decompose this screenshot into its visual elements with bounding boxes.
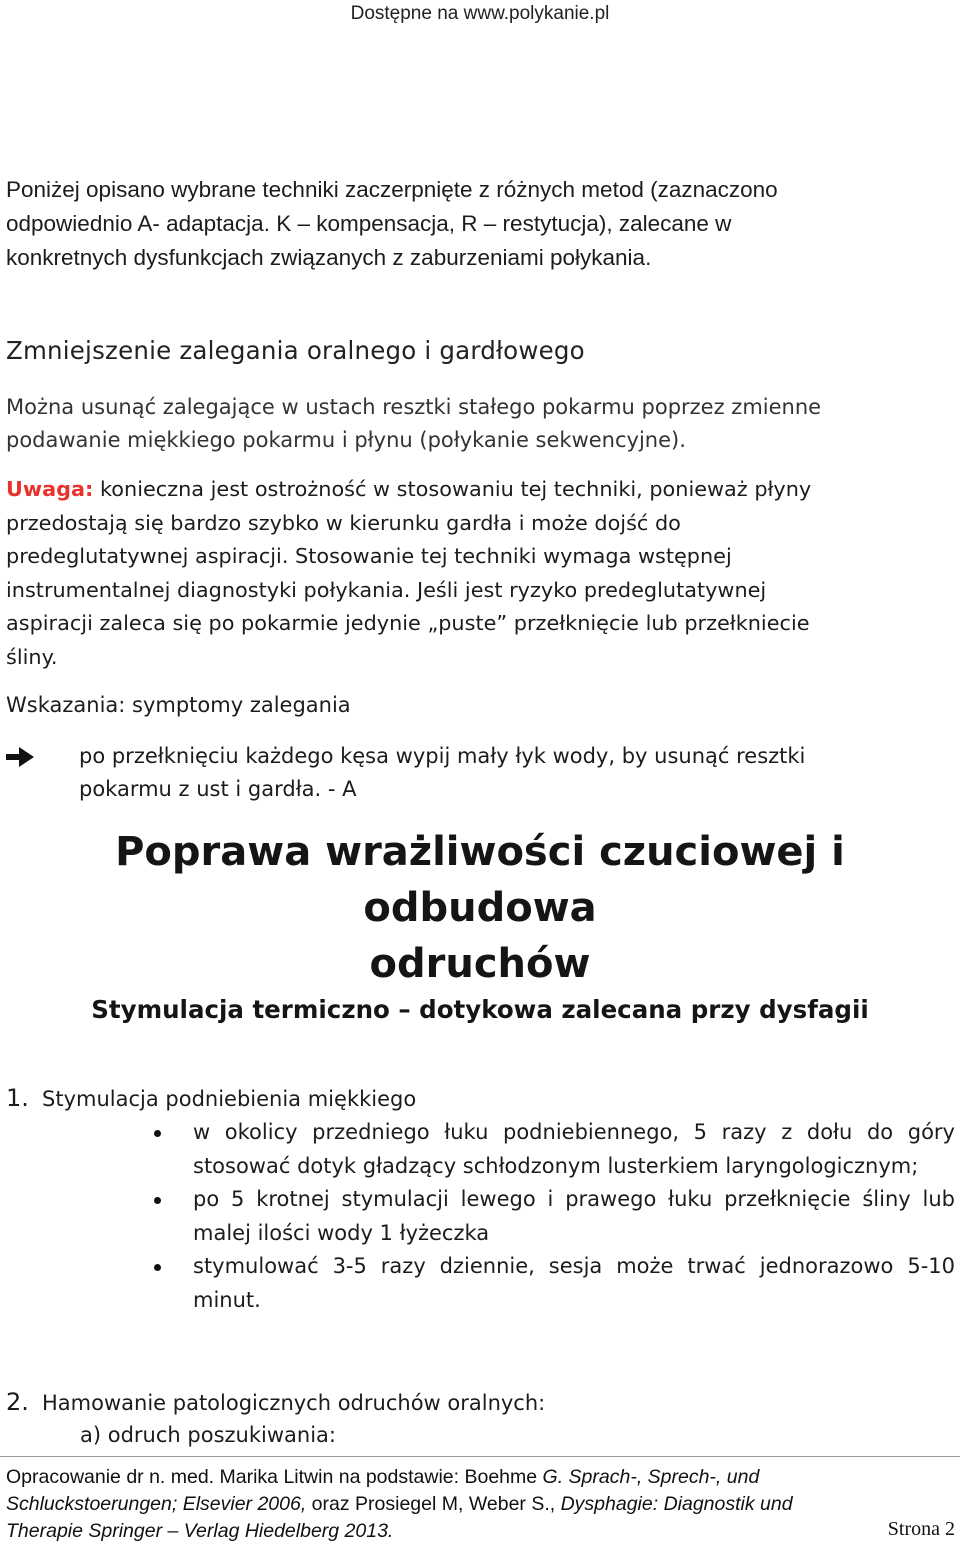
warning-text: konieczna jest ostrożność w stosowaniu tej techniki, ponieważ płyny	[93, 477, 812, 501]
text-line: aspiracji zaleca się po pokarmie jedynie „puste” przełknięcie lub przełkniecie	[6, 611, 810, 635]
heading-line: Poprawa wrażliwości czuciowej i odbudowa	[115, 829, 845, 931]
bullet-icon	[154, 1130, 161, 1137]
heading-line: odruchów	[369, 941, 591, 987]
list-item	[150, 1250, 955, 1317]
text-line: pokarmu z ust i gardła. - A	[79, 777, 357, 801]
item-number: 1.	[6, 1084, 29, 1112]
list-item	[150, 1116, 955, 1183]
main-heading-sensory	[0, 824, 960, 992]
item-title: Hamowanie patologicznych odruchów oralnych:	[42, 1391, 546, 1415]
text-line: śliny.	[6, 644, 58, 669]
footer-line	[6, 1491, 954, 1518]
sub-item-a: a) odruch poszukiwania:	[80, 1423, 336, 1447]
text-line: podawanie miękkiego pokarmu i płynu (połykanie sekwencyjne).	[6, 428, 686, 452]
bullet-icon	[154, 1264, 161, 1271]
intro-line: konkretnych dysfunkcjach związanych z zaburzeniami połykania.	[6, 245, 652, 270]
page-number: Strona 2	[887, 1518, 955, 1540]
footer-citation: G. Sprach-, Sprech-, und	[542, 1466, 760, 1488]
footer-line	[6, 1518, 954, 1545]
footer-text: oraz Prosiegel M, Weber S.,	[306, 1493, 561, 1515]
indications-line: Wskazania: symptomy zalegania	[6, 693, 351, 717]
subheading-thermal-stimulation: Stymulacja termiczno – dotykowa zalecana przy dysfagii	[91, 995, 869, 1024]
intro-line: Poniżej opisano wybrane techniki zaczerpnięte z różnych metod (zaznaczono	[6, 177, 778, 202]
footer-citation: Dysphagie: Diagnostik und	[560, 1493, 793, 1515]
warning-paragraph	[6, 473, 956, 674]
list-item-text: w okolicy przedniego łuku podniebiennego, 5 razy z dołu do góry stosować dotyk gładzący schłodzonym lusterkiem laryngologicznym;	[193, 1120, 955, 1178]
footer-line	[6, 1464, 954, 1491]
footer-text: Opracowanie dr n. med. Marika Litwin na podstawie: Boehme	[6, 1466, 543, 1488]
intro-paragraph	[6, 173, 956, 275]
numbered-item-2	[6, 1386, 545, 1420]
text-line: przedostają się bardzo szybko w kierunku gardła i może dojść do	[6, 510, 681, 535]
footer-citation: Schluckstoerungen; Elsevier 2006,	[6, 1493, 307, 1515]
list-item	[150, 1183, 955, 1250]
footer-citation: Therapie Springer – Verlag Hiedelberg 2013.	[6, 1520, 394, 1542]
text-line	[6, 473, 956, 507]
intro-line: odpowiednio A- adaptacja. K – kompensacja, R – restytucja), zalecane w	[6, 211, 732, 236]
footer-divider	[0, 1456, 960, 1457]
text-line: instrumentalnej diagnostyki połykania. Jeśli jest ryzyko predeglutatywnej	[6, 577, 767, 602]
text-line: predeglutatywnej aspiracji. Stosowanie tej techniki wymaga wstępnej	[6, 544, 732, 568]
item-number: 2.	[6, 1388, 29, 1416]
arrow-item-text	[79, 740, 946, 806]
arrow-list-item	[6, 740, 946, 806]
text-line: Można usunąć zalegające w ustach resztki stałego pokarmu poprzez zmienne	[6, 395, 822, 419]
text-line: po przełknięciu każdego kęsa wypij mały łyk wody, by usunąć resztki	[79, 744, 806, 768]
arrow-right-icon	[6, 746, 36, 768]
bullet-list	[150, 1116, 955, 1317]
page-header: Dostępne na www.polykanie.pl	[350, 3, 610, 24]
list-item-text: stymulować 3-5 razy dziennie, sesja może trwać jednorazowo 5-10 minut.	[193, 1254, 955, 1312]
section-heading-residue: Zmniejszenie zalegania oralnego i gardłowego	[6, 336, 585, 365]
numbered-item-1	[6, 1082, 416, 1116]
page-footer	[6, 1464, 954, 1545]
item-title: Stymulacja podniebienia miękkiego	[42, 1087, 417, 1111]
residue-description	[6, 391, 956, 457]
list-item-text: po 5 krotnej stymulacji lewego i prawego łuku przełknięcie śliny lub malej ilości wody 1 łyżeczka	[193, 1187, 955, 1245]
warning-label: Uwaga:	[6, 477, 94, 501]
bullet-icon	[154, 1197, 161, 1204]
